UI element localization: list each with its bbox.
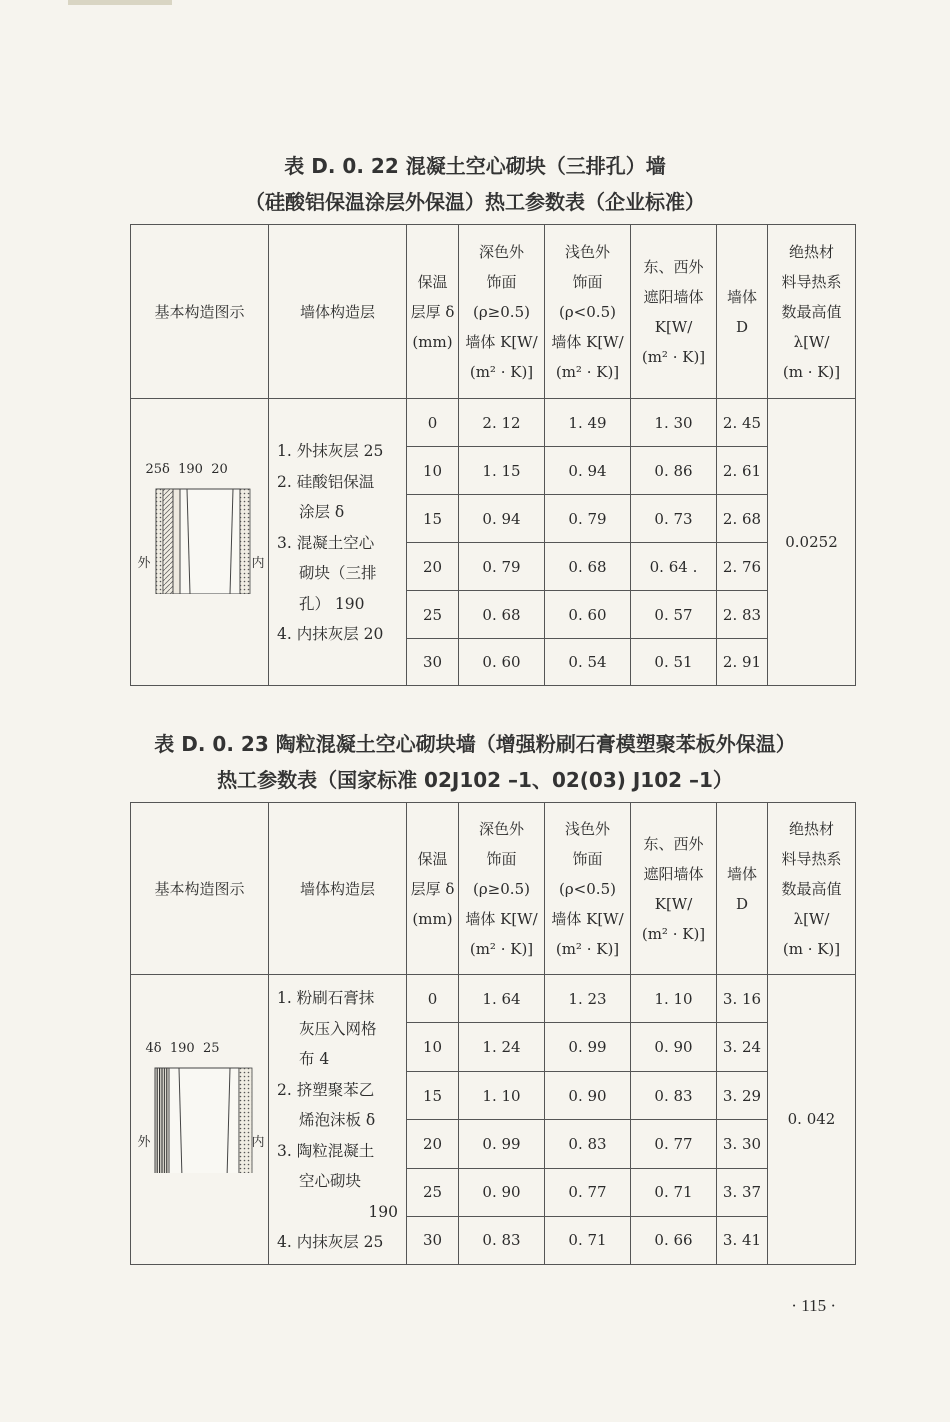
- header-line: 层厚 δ: [410, 302, 455, 321]
- table-cell: 0. 99: [459, 1120, 545, 1168]
- header-line: (m · K)]: [782, 362, 841, 381]
- header-line: 层厚 δ: [410, 879, 455, 898]
- table-cell: 0. 73: [631, 495, 717, 543]
- table2-header-4: [545, 803, 631, 975]
- header-line: 墙体构造层: [299, 302, 375, 321]
- table2-header-6: [717, 803, 768, 975]
- table-cell: 2. 61: [717, 447, 768, 495]
- table1-header-6: [717, 225, 768, 399]
- outer-side-label: 外: [137, 1135, 151, 1151]
- table-cell: 2. 12: [459, 399, 545, 447]
- header-line: 饰面: [486, 849, 517, 868]
- table-cell: 0. 83: [545, 1120, 631, 1168]
- layer-line: 布 4: [299, 1050, 330, 1068]
- header-line: 保温: [417, 272, 448, 291]
- table-cell: 1. 64: [459, 975, 545, 1023]
- header-line: 遮阳墙体: [643, 287, 704, 306]
- table2: [130, 802, 856, 1265]
- table-cell: 0. 94: [545, 447, 631, 495]
- table-cell: 0. 68: [459, 591, 545, 639]
- layer-line: 2. 硅酸铝保温: [277, 472, 375, 491]
- header-line: (ρ≥0.5): [473, 302, 530, 321]
- table-cell: 25: [407, 591, 459, 639]
- table-cell: 0. 90: [459, 1168, 545, 1216]
- table-cell: 30: [407, 639, 459, 686]
- table-cell: 0. 68: [545, 543, 631, 591]
- header-line: 东、西外: [643, 834, 704, 853]
- table2-lambda-cell: 0. 042: [768, 975, 856, 1265]
- table-cell: 3. 24: [717, 1023, 768, 1071]
- wall-diagram: [132, 1019, 268, 1219]
- table-cell: 0. 64 .: [631, 543, 717, 591]
- header-line: (m² · K)]: [641, 924, 706, 943]
- diagram-dimensions: 25δ 190 20: [145, 462, 228, 477]
- header-line: 墙体构造层: [299, 879, 375, 898]
- layer-line: 3. 混凝土空心: [277, 533, 375, 552]
- header-line: 东、西外: [643, 257, 704, 276]
- table-cell: 0: [407, 975, 459, 1023]
- table-cell: 1. 15: [459, 447, 545, 495]
- table-cell: 0. 90: [631, 1023, 717, 1071]
- table-cell: 2. 91: [717, 639, 768, 686]
- inner-side-label: 内: [251, 556, 265, 571]
- table-row: [131, 975, 856, 1023]
- header-line: λ[W/: [793, 909, 830, 928]
- layer-line: 灰压入网格: [299, 1019, 377, 1038]
- header-line: 墙体: [726, 287, 757, 306]
- layer-line: 涂层 δ: [299, 503, 345, 522]
- table2-header-2: [407, 803, 459, 975]
- table-cell: 3. 41: [717, 1217, 768, 1264]
- table1-header-5: [631, 225, 717, 399]
- table-cell: 0. 51: [631, 639, 717, 686]
- header-line: 料导热系: [781, 849, 842, 868]
- header-line: 基本构造图示: [154, 302, 245, 321]
- header-line: (m² · K)]: [555, 939, 620, 958]
- layer-line: 空心砌块: [299, 1172, 362, 1190]
- table-cell: 1. 23: [545, 975, 631, 1023]
- page-number: · 115 ·: [791, 1296, 836, 1315]
- table-cell: 0. 77: [631, 1120, 717, 1168]
- table2-header-7: [768, 803, 856, 975]
- layer-line: 3. 陶粒混凝土: [277, 1141, 375, 1160]
- table1-header-2: [407, 225, 459, 399]
- header-line: (m² · K)]: [469, 362, 534, 381]
- header-line: 料导热系: [781, 272, 842, 291]
- table2-header-1: [269, 803, 407, 975]
- table1-header-7: [768, 225, 856, 399]
- header-line: 墙体 K[W/: [465, 909, 538, 928]
- table-cell: 0. 79: [545, 495, 631, 543]
- table-cell: 0. 79: [459, 543, 545, 591]
- inner-side-label: 内: [251, 1135, 265, 1151]
- header-line: 绝热材: [788, 242, 834, 261]
- header-line: 墙体: [726, 864, 757, 883]
- table1-header-0: [131, 225, 269, 399]
- table-cell: 0. 94: [459, 495, 545, 543]
- diagram-dimensions: 4δ 190 25: [145, 1041, 220, 1057]
- layer-line: 1. 粉刷石膏抹: [277, 989, 375, 1007]
- header-line: 深色外: [478, 242, 524, 261]
- table2-caption: [0, 726, 950, 798]
- table-cell: 0. 71: [545, 1217, 631, 1264]
- header-line: 遮阳墙体: [643, 864, 704, 883]
- header-line: 墙体 K[W/: [551, 332, 624, 351]
- header-line: (m² · K)]: [641, 347, 706, 366]
- header-line: λ[W/: [793, 332, 830, 351]
- table-cell: 10: [407, 447, 459, 495]
- table2-layers-cell: [269, 975, 407, 1265]
- table1-caption: [0, 148, 950, 220]
- table2-diagram-cell: [131, 975, 269, 1265]
- table-cell: 25: [407, 1168, 459, 1216]
- table-cell: 2. 83: [717, 591, 768, 639]
- table-cell: 0: [407, 399, 459, 447]
- table-cell: 0. 60: [459, 639, 545, 686]
- table-cell: 3. 16: [717, 975, 768, 1023]
- table2-caption-line1: 表 D. 0. 23 陶粒混凝土空心砌块墙（增强粉刷石膏模塑聚苯板外保温）: [154, 732, 796, 756]
- header-line: 饰面: [572, 849, 603, 868]
- table-cell: 3. 37: [717, 1168, 768, 1216]
- table1-layers-cell: [269, 399, 407, 686]
- wall-section-diagram: [135, 444, 265, 594]
- header-line: 饰面: [486, 272, 517, 291]
- header-line: 深色外: [478, 819, 524, 838]
- layer-line: 孔） 190: [299, 594, 365, 613]
- wall-diagram: [132, 442, 268, 642]
- header-line: 数最高值: [781, 879, 842, 898]
- table2-header-row: [131, 803, 856, 975]
- header-line: (ρ≥0.5): [473, 879, 530, 898]
- header-line: 浅色外: [564, 819, 610, 838]
- table-cell: 20: [407, 543, 459, 591]
- table-cell: 0. 57: [631, 591, 717, 639]
- header-line: 墙体 K[W/: [465, 332, 538, 351]
- layer-line: 砌块（三排: [299, 564, 377, 583]
- header-line: (mm): [412, 909, 453, 928]
- table2-header-0: [131, 803, 269, 975]
- table-cell: 30: [407, 1217, 459, 1264]
- table-row: [131, 399, 856, 447]
- table-cell: 0. 66: [631, 1217, 717, 1264]
- header-line: K[W/: [654, 317, 693, 336]
- header-line: (mm): [412, 332, 453, 351]
- table-cell: 2. 45: [717, 399, 768, 447]
- table-cell: 0. 86: [631, 447, 717, 495]
- table1-header-1: [269, 225, 407, 399]
- header-line: 保温: [417, 849, 448, 868]
- table-cell: 0. 60: [545, 591, 631, 639]
- table-cell: 0. 83: [459, 1217, 545, 1264]
- outer-side-label: 外: [137, 556, 151, 571]
- header-line: K[W/: [654, 894, 693, 913]
- header-line: (m² · K)]: [555, 362, 620, 381]
- table1-header-row: [131, 225, 856, 399]
- table1-header-4: [545, 225, 631, 399]
- table1: [130, 224, 856, 686]
- header-line: 数最高值: [781, 302, 842, 321]
- table2-header-3: [459, 803, 545, 975]
- table-cell: 0. 71: [631, 1168, 717, 1216]
- header-line: 墙体 K[W/: [551, 909, 624, 928]
- table-cell: 0. 77: [545, 1168, 631, 1216]
- layer-line: 4. 内抹灰层 25: [277, 1233, 384, 1251]
- table1-caption-line2: （硅酸铝保温涂层外保温）热工参数表（企业标准）: [245, 190, 705, 214]
- table-cell: 1. 24: [459, 1023, 545, 1071]
- header-line: (ρ<0.5): [559, 302, 616, 321]
- table-cell: 1. 10: [459, 1071, 545, 1119]
- header-line: 绝热材: [788, 819, 834, 838]
- table1-diagram-cell: [131, 399, 269, 686]
- header-line: (m · K)]: [782, 939, 841, 958]
- table-cell: 1. 49: [545, 399, 631, 447]
- layer-line: 4. 内抹灰层 20: [277, 625, 384, 644]
- header-line: 浅色外: [564, 242, 610, 261]
- header-line: D: [735, 317, 749, 336]
- table1-lambda-cell: 0.0252: [768, 399, 856, 686]
- wall-section-diagram: [135, 1023, 265, 1173]
- layer-line: 2. 挤塑聚苯乙: [277, 1080, 375, 1099]
- header-line: 基本构造图示: [154, 879, 245, 898]
- layer-line: 烯泡沫板 δ: [299, 1111, 376, 1129]
- table1-header-3: [459, 225, 545, 399]
- header-line: (ρ<0.5): [559, 879, 616, 898]
- header-line: D: [735, 894, 749, 913]
- layer-line: 190: [368, 1202, 398, 1221]
- table-cell: 0. 54: [545, 639, 631, 686]
- table-cell: 1. 10: [631, 975, 717, 1023]
- top-edge-mark: [68, 0, 172, 5]
- table-cell: 3. 29: [717, 1071, 768, 1119]
- header-line: (m² · K)]: [469, 939, 534, 958]
- table-cell: 20: [407, 1120, 459, 1168]
- table-cell: 15: [407, 495, 459, 543]
- table-cell: 0. 99: [545, 1023, 631, 1071]
- layer-line: 1. 外抹灰层 25: [277, 442, 384, 461]
- table-cell: 10: [407, 1023, 459, 1071]
- table-cell: 2. 68: [717, 495, 768, 543]
- header-line: 饰面: [572, 272, 603, 291]
- table1-caption-line1: 表 D. 0. 22 混凝土空心砌块（三排孔）墙: [284, 154, 666, 178]
- table-cell: 2. 76: [717, 543, 768, 591]
- table2-header-5: [631, 803, 717, 975]
- table-cell: 3. 30: [717, 1120, 768, 1168]
- table-cell: 15: [407, 1071, 459, 1119]
- table-cell: 0. 90: [545, 1071, 631, 1119]
- table-cell: 1. 30: [631, 399, 717, 447]
- table-cell: 0. 83: [631, 1071, 717, 1119]
- table2-caption-line2: 热工参数表（国家标准 02J102 –1、02(03) J102 –1）: [217, 768, 733, 792]
